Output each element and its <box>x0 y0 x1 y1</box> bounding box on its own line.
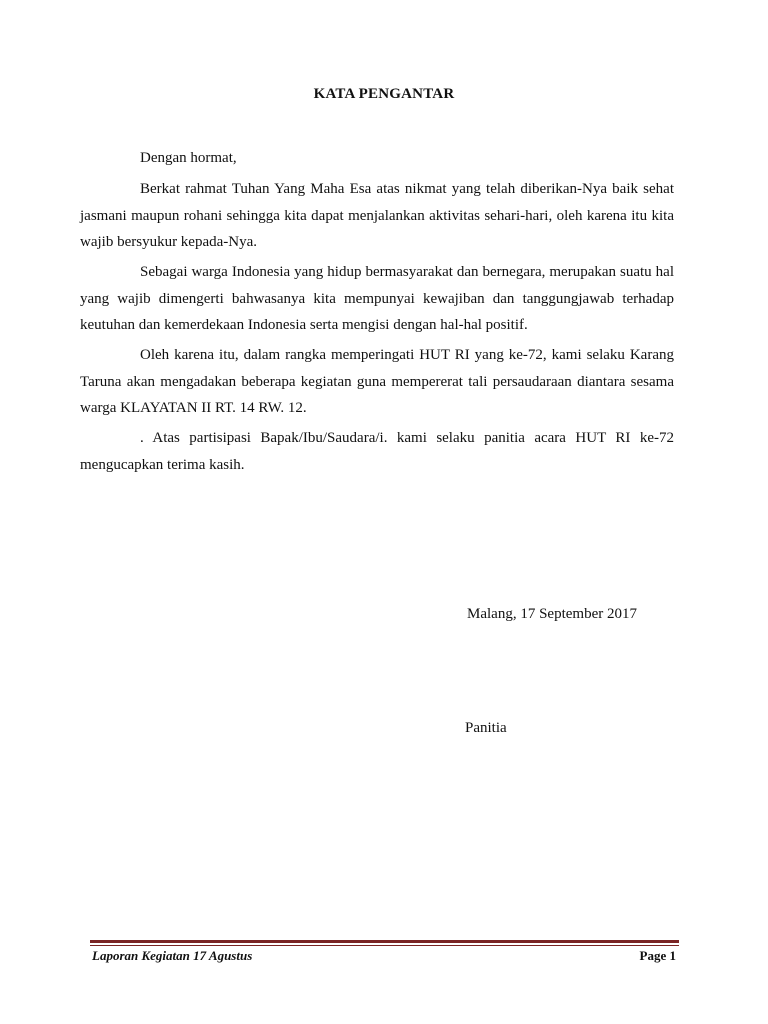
greeting: Dengan hormat, <box>140 150 237 166</box>
place-date: Malang, 17 September 2017 <box>467 606 637 622</box>
page-title: KATA PENGANTAR <box>313 86 455 102</box>
paragraph-1 <box>80 176 674 256</box>
paragraph-2 <box>80 259 674 339</box>
paragraph-text: Sebagai warga Indonesia yang hidup bermasyarakat dan bernegara, merupakan suatu hal yang wajib dimengerti bahwasanya kita mempunyai kewajiban dan tanggungjawab terhadap keutuhan dan kemerdekaan Indonesia serta mengisi dengan hal-hal positif. <box>80 264 674 334</box>
paragraph-text: . Atas partisipasi Bapak/Ibu/Saudara/i. kami selaku panitia acara HUT RI ke-72 mengucapkan terima kasih. <box>80 430 674 473</box>
footer-page-number: Page 1 <box>639 948 676 963</box>
footer-divider-thin <box>90 945 679 946</box>
footer-divider <box>90 940 679 943</box>
signer-label: Panitia <box>465 720 507 736</box>
paragraph-3 <box>80 342 674 422</box>
paragraph-text: Berkat rahmat Tuhan Yang Maha Esa atas nikmat yang telah diberikan-Nya baik sehat jasmani maupun rohani sehingga kita dapat menjalankan aktivitas sehari-hari, oleh karena itu kita wajib bersyukur kepada-Nya. <box>80 181 674 251</box>
paragraph-text: Oleh karena itu, dalam rangka memperingati HUT RI yang ke-72, kami selaku Karang Taruna akan mengadakan beberapa kegiatan guna mempererat tali persaudaraan diantara sesama warga KLAYATAN II RT. 14 RW. 12. <box>80 347 674 417</box>
footer-document-title: Laporan Kegiatan 17 Agustus <box>92 948 253 963</box>
paragraph-4 <box>80 425 674 478</box>
